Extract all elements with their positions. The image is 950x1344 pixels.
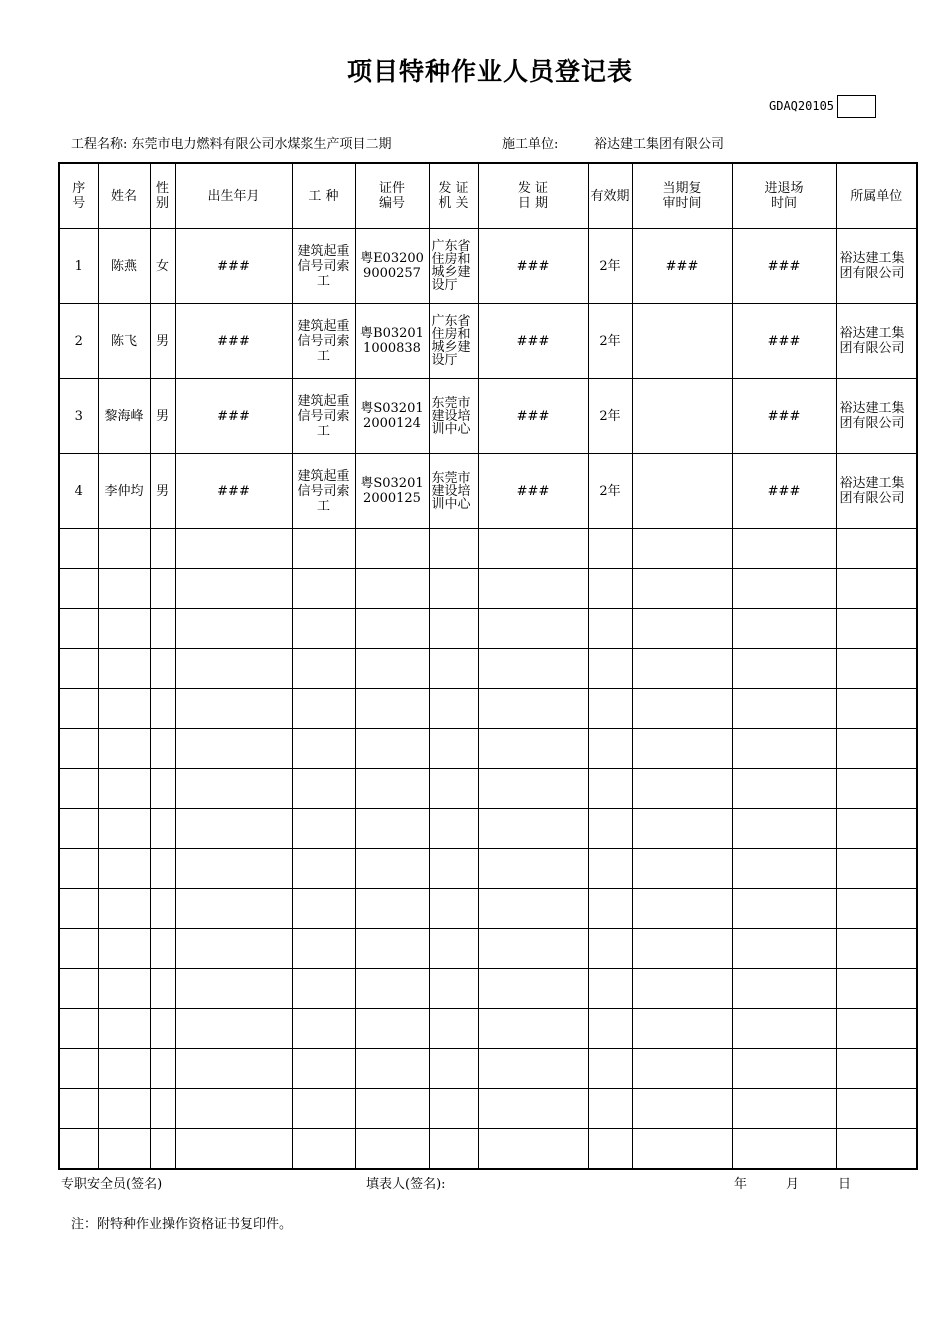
empty-cell	[836, 769, 917, 809]
empty-cell	[478, 809, 588, 849]
empty-cell	[429, 1049, 478, 1089]
empty-cell	[478, 649, 588, 689]
header-trade: 工 种	[292, 163, 355, 229]
empty-cell	[292, 1049, 355, 1089]
empty-cell	[429, 609, 478, 649]
empty-cell	[732, 609, 836, 649]
empty-cell	[59, 769, 98, 809]
empty-table-row	[59, 649, 917, 689]
empty-table-row	[59, 1089, 917, 1129]
cell-gender: 男	[150, 304, 175, 379]
cell-seq: 4	[59, 454, 98, 529]
cell-cert-no: 粤E032009000257	[355, 229, 429, 304]
empty-cell	[732, 729, 836, 769]
empty-cell	[59, 929, 98, 969]
empty-cell	[478, 889, 588, 929]
empty-cell	[292, 529, 355, 569]
empty-cell	[355, 1009, 429, 1049]
empty-cell	[292, 809, 355, 849]
empty-cell	[175, 529, 292, 569]
empty-cell	[429, 729, 478, 769]
empty-cell	[59, 689, 98, 729]
empty-cell	[632, 649, 732, 689]
empty-cell	[632, 609, 732, 649]
empty-cell	[98, 689, 150, 729]
empty-cell	[429, 969, 478, 1009]
empty-cell	[478, 569, 588, 609]
empty-cell	[836, 1089, 917, 1129]
cell-seq: 1	[59, 229, 98, 304]
cell-birth: ###	[175, 229, 292, 304]
empty-cell	[98, 1049, 150, 1089]
empty-cell	[836, 609, 917, 649]
cell-issue-date: ###	[478, 454, 588, 529]
cell-gender: 男	[150, 379, 175, 454]
empty-cell	[292, 1009, 355, 1049]
empty-cell	[59, 729, 98, 769]
page-title: 项目特种作业人员登记表	[346, 57, 633, 86]
cell-company: 裕达建工集团有限公司	[836, 304, 917, 379]
cell-seq: 2	[59, 304, 98, 379]
empty-cell	[355, 1089, 429, 1129]
table-header-row	[59, 163, 917, 229]
empty-cell	[59, 809, 98, 849]
table-row	[59, 304, 917, 379]
empty-cell	[429, 769, 478, 809]
table-row	[59, 454, 917, 529]
empty-cell	[732, 769, 836, 809]
empty-cell	[292, 649, 355, 689]
empty-table-row	[59, 969, 917, 1009]
empty-cell	[355, 569, 429, 609]
cell-review-time: ###	[632, 229, 732, 304]
cell-name: 陈燕	[98, 229, 150, 304]
empty-cell	[588, 1089, 632, 1129]
empty-cell	[150, 1009, 175, 1049]
empty-cell	[98, 649, 150, 689]
empty-cell	[588, 929, 632, 969]
cell-gender: 女	[150, 229, 175, 304]
empty-cell	[59, 1009, 98, 1049]
empty-table-row	[59, 1009, 917, 1049]
cell-validity: 2年	[588, 229, 632, 304]
empty-cell	[175, 1049, 292, 1089]
cell-issue-date: ###	[478, 229, 588, 304]
empty-cell	[150, 649, 175, 689]
empty-cell	[150, 929, 175, 969]
header-entry-exit: 进退场 时间	[732, 163, 836, 229]
date-year: 年	[734, 1177, 748, 1192]
empty-cell	[175, 1129, 292, 1170]
empty-cell	[355, 529, 429, 569]
empty-cell	[355, 649, 429, 689]
empty-cell	[98, 1129, 150, 1170]
empty-cell	[732, 1009, 836, 1049]
empty-cell	[355, 809, 429, 849]
empty-cell	[732, 529, 836, 569]
empty-cell	[355, 729, 429, 769]
empty-cell	[732, 649, 836, 689]
cell-entry-exit: ###	[732, 304, 836, 379]
empty-cell	[588, 609, 632, 649]
empty-cell	[98, 929, 150, 969]
empty-cell	[478, 729, 588, 769]
empty-cell	[98, 529, 150, 569]
empty-table-row	[59, 769, 917, 809]
cell-name: 黎海峰	[98, 379, 150, 454]
header-issue-date: 发 证 日 期	[478, 163, 588, 229]
empty-cell	[150, 849, 175, 889]
empty-cell	[588, 889, 632, 929]
empty-cell	[632, 1009, 732, 1049]
personnel-table	[58, 162, 918, 1170]
cell-review-time	[632, 454, 732, 529]
empty-cell	[150, 969, 175, 1009]
empty-cell	[98, 1009, 150, 1049]
header-seq: 序 号	[59, 163, 98, 229]
empty-cell	[836, 569, 917, 609]
cell-issuer: 广东省住房和城乡建设厅	[429, 304, 478, 379]
note: 注：附特种作业操作资格证书复印件。	[71, 1217, 293, 1232]
empty-cell	[150, 1129, 175, 1170]
empty-cell	[588, 1049, 632, 1089]
cell-entry-exit: ###	[732, 229, 836, 304]
empty-cell	[150, 529, 175, 569]
empty-cell	[150, 729, 175, 769]
empty-cell	[732, 969, 836, 1009]
empty-cell	[292, 569, 355, 609]
empty-cell	[732, 849, 836, 889]
empty-cell	[732, 809, 836, 849]
empty-cell	[429, 809, 478, 849]
empty-cell	[836, 849, 917, 889]
empty-cell	[732, 889, 836, 929]
empty-cell	[588, 649, 632, 689]
empty-cell	[588, 769, 632, 809]
empty-cell	[429, 1089, 478, 1129]
cell-company: 裕达建工集团有限公司	[836, 454, 917, 529]
header-cert-no: 证件 编号	[355, 163, 429, 229]
empty-cell	[175, 649, 292, 689]
cell-review-time	[632, 304, 732, 379]
empty-cell	[98, 769, 150, 809]
empty-cell	[478, 1129, 588, 1170]
empty-cell	[150, 889, 175, 929]
cell-trade: 建筑起重信号司索工	[292, 229, 355, 304]
empty-cell	[478, 1089, 588, 1129]
empty-cell	[588, 1009, 632, 1049]
empty-table-row	[59, 849, 917, 889]
empty-cell	[355, 969, 429, 1009]
empty-cell	[59, 849, 98, 889]
empty-cell	[150, 809, 175, 849]
empty-cell	[732, 1129, 836, 1170]
empty-cell	[98, 1089, 150, 1129]
empty-table-row	[59, 609, 917, 649]
empty-cell	[478, 969, 588, 1009]
empty-cell	[150, 609, 175, 649]
empty-cell	[175, 1009, 292, 1049]
empty-cell	[355, 889, 429, 929]
empty-cell	[732, 1089, 836, 1129]
empty-cell	[836, 529, 917, 569]
empty-table-row	[59, 929, 917, 969]
empty-cell	[292, 729, 355, 769]
empty-cell	[632, 889, 732, 929]
empty-table-row	[59, 1049, 917, 1089]
empty-cell	[175, 809, 292, 849]
empty-cell	[355, 689, 429, 729]
empty-cell	[292, 849, 355, 889]
empty-cell	[732, 569, 836, 609]
header-name: 姓名	[98, 163, 150, 229]
empty-cell	[478, 769, 588, 809]
empty-cell	[292, 969, 355, 1009]
empty-cell	[175, 609, 292, 649]
empty-cell	[588, 529, 632, 569]
empty-cell	[588, 689, 632, 729]
header-company: 所属单位	[836, 163, 917, 229]
empty-cell	[150, 769, 175, 809]
empty-cell	[836, 689, 917, 729]
cell-trade: 建筑起重信号司索工	[292, 379, 355, 454]
empty-cell	[355, 1049, 429, 1089]
empty-table-row	[59, 689, 917, 729]
empty-cell	[355, 1129, 429, 1170]
cell-issue-date: ###	[478, 304, 588, 379]
empty-cell	[632, 1089, 732, 1129]
cell-issuer: 东莞市建设培训中心	[429, 379, 478, 454]
empty-cell	[478, 529, 588, 569]
cell-trade: 建筑起重信号司索工	[292, 454, 355, 529]
empty-cell	[292, 769, 355, 809]
header-issuer: 发 证 机 关	[429, 163, 478, 229]
empty-cell	[59, 969, 98, 1009]
empty-cell	[732, 929, 836, 969]
empty-cell	[355, 929, 429, 969]
empty-cell	[429, 689, 478, 729]
cell-issuer: 广东省住房和城乡建设厅	[429, 229, 478, 304]
empty-cell	[429, 889, 478, 929]
header-validity: 有效期	[588, 163, 632, 229]
cell-trade: 建筑起重信号司索工	[292, 304, 355, 379]
cell-entry-exit: ###	[732, 454, 836, 529]
empty-cell	[150, 689, 175, 729]
empty-cell	[632, 569, 732, 609]
empty-cell	[836, 729, 917, 769]
empty-cell	[59, 569, 98, 609]
cell-birth: ###	[175, 454, 292, 529]
empty-cell	[292, 889, 355, 929]
empty-cell	[292, 1089, 355, 1129]
empty-cell	[836, 929, 917, 969]
construction-unit-label: 施工单位:	[502, 137, 559, 152]
header-review-time: 当期复 审时间	[632, 163, 732, 229]
empty-cell	[429, 849, 478, 889]
empty-cell	[175, 689, 292, 729]
empty-cell	[478, 929, 588, 969]
cell-validity: 2年	[588, 304, 632, 379]
empty-table-row	[59, 569, 917, 609]
empty-cell	[59, 649, 98, 689]
empty-cell	[588, 729, 632, 769]
empty-cell	[98, 889, 150, 929]
table-row	[59, 379, 917, 454]
cell-issue-date: ###	[478, 379, 588, 454]
empty-cell	[175, 729, 292, 769]
empty-cell	[632, 929, 732, 969]
cell-name: 李仲均	[98, 454, 150, 529]
cell-issuer: 东莞市建设培训中心	[429, 454, 478, 529]
cell-seq: 3	[59, 379, 98, 454]
cell-company: 裕达建工集团有限公司	[836, 379, 917, 454]
empty-table-row	[59, 809, 917, 849]
empty-cell	[98, 969, 150, 1009]
empty-cell	[588, 809, 632, 849]
empty-cell	[98, 569, 150, 609]
cell-name: 陈飞	[98, 304, 150, 379]
empty-cell	[732, 689, 836, 729]
header-gender: 性 别	[150, 163, 175, 229]
cell-review-time	[632, 379, 732, 454]
cell-gender: 男	[150, 454, 175, 529]
empty-cell	[355, 849, 429, 889]
cell-entry-exit: ###	[732, 379, 836, 454]
cell-validity: 2年	[588, 454, 632, 529]
empty-cell	[429, 929, 478, 969]
empty-cell	[478, 689, 588, 729]
empty-cell	[836, 809, 917, 849]
empty-cell	[429, 649, 478, 689]
empty-cell	[98, 609, 150, 649]
empty-cell	[836, 889, 917, 929]
empty-cell	[59, 1129, 98, 1170]
safety-officer-signature: 专职安全员(签名)	[61, 1177, 163, 1192]
empty-cell	[175, 929, 292, 969]
empty-cell	[588, 569, 632, 609]
empty-cell	[98, 809, 150, 849]
project-name: 工程名称: 东莞市电力燃料有限公司水煤浆生产项目二期	[71, 137, 392, 152]
empty-cell	[59, 1089, 98, 1129]
empty-cell	[632, 729, 732, 769]
empty-cell	[478, 1049, 588, 1089]
empty-cell	[836, 649, 917, 689]
empty-cell	[292, 1129, 355, 1170]
empty-cell	[836, 969, 917, 1009]
empty-cell	[150, 569, 175, 609]
empty-cell	[355, 769, 429, 809]
empty-cell	[59, 529, 98, 569]
empty-cell	[632, 809, 732, 849]
empty-cell	[175, 969, 292, 1009]
date-month: 月	[786, 1177, 800, 1192]
empty-table-row	[59, 889, 917, 929]
empty-cell	[292, 609, 355, 649]
empty-cell	[175, 569, 292, 609]
empty-cell	[59, 1049, 98, 1089]
cell-cert-no: 粤B032011000838	[355, 304, 429, 379]
empty-cell	[429, 1129, 478, 1170]
empty-table-row	[59, 1129, 917, 1170]
empty-cell	[175, 1089, 292, 1129]
empty-cell	[292, 929, 355, 969]
table-row	[59, 229, 917, 304]
empty-cell	[588, 969, 632, 1009]
empty-cell	[478, 849, 588, 889]
filler-signature: 填表人(签名):	[366, 1177, 446, 1192]
empty-cell	[836, 1049, 917, 1089]
empty-cell	[632, 849, 732, 889]
empty-cell	[355, 609, 429, 649]
cell-birth: ###	[175, 304, 292, 379]
empty-cell	[632, 529, 732, 569]
empty-cell	[632, 769, 732, 809]
empty-cell	[175, 849, 292, 889]
empty-cell	[836, 1009, 917, 1049]
empty-cell	[175, 769, 292, 809]
form-code: GDAQ20105	[769, 99, 835, 113]
empty-cell	[588, 1129, 632, 1170]
empty-cell	[292, 689, 355, 729]
empty-cell	[429, 569, 478, 609]
empty-table-row	[59, 529, 917, 569]
empty-table-row	[59, 729, 917, 769]
empty-cell	[150, 1089, 175, 1129]
empty-cell	[632, 969, 732, 1009]
empty-cell	[632, 1129, 732, 1170]
cell-company: 裕达建工集团有限公司	[836, 229, 917, 304]
empty-cell	[150, 1049, 175, 1089]
empty-cell	[588, 849, 632, 889]
cell-cert-no: 粤S032012000124	[355, 379, 429, 454]
empty-cell	[59, 889, 98, 929]
empty-cell	[429, 1009, 478, 1049]
cell-validity: 2年	[588, 379, 632, 454]
date-day: 日	[838, 1177, 852, 1192]
empty-cell	[632, 1049, 732, 1089]
empty-cell	[98, 729, 150, 769]
empty-cell	[732, 1049, 836, 1089]
empty-cell	[59, 609, 98, 649]
empty-cell	[98, 849, 150, 889]
empty-cell	[175, 889, 292, 929]
empty-cell	[478, 1009, 588, 1049]
empty-cell	[429, 529, 478, 569]
cell-birth: ###	[175, 379, 292, 454]
empty-cell	[478, 609, 588, 649]
header-birth: 出生年月	[175, 163, 292, 229]
form-code-box	[837, 95, 876, 118]
construction-unit-value: 裕达建工集团有限公司	[594, 137, 725, 152]
empty-cell	[836, 1129, 917, 1170]
empty-cell	[632, 689, 732, 729]
cell-cert-no: 粤S032012000125	[355, 454, 429, 529]
